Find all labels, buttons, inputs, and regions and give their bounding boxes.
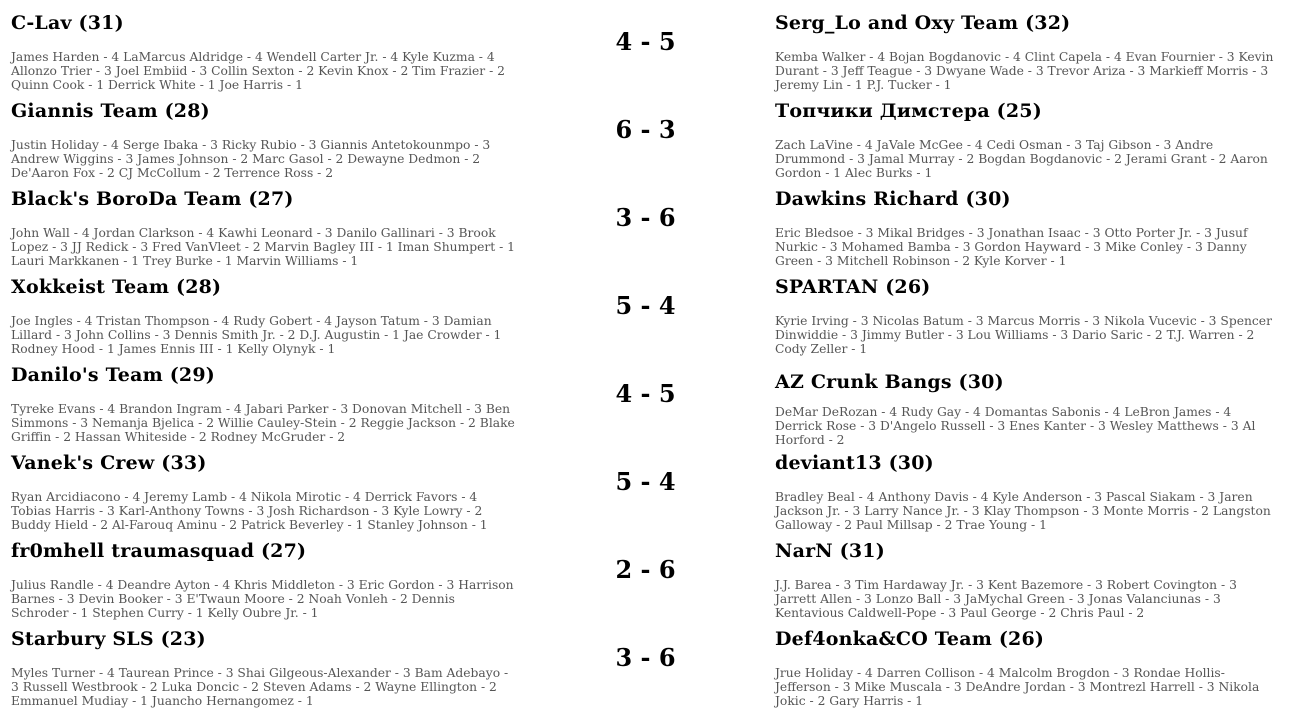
team-name: Starbury SLS (23) xyxy=(11,628,206,650)
team-name: Giannis Team (28) xyxy=(11,100,210,122)
team-roster: Justin Holiday - 4 Serge Ibaka - 3 Ricky Rubio - 3 Giannis Antetokounmpo - 3 Andrew Wiggins - 3 James Johnson - 2 Marc Gasol - 2 Dewayne Dedmon - 2 De'Aaron Fox - 2 CJ McCollum - 2 Terrence Ross - 2 xyxy=(11,138,491,180)
team-name: AZ Crunk Bangs (30) xyxy=(775,371,1004,393)
matchup-row xyxy=(0,274,1291,362)
team-name: Vanek's Crew (33) xyxy=(11,452,207,474)
team-name: Топчики Димстера (25) xyxy=(775,100,1042,122)
matchup-row xyxy=(0,10,1291,98)
team-name: C-Lav (31) xyxy=(11,12,124,34)
team-roster: Jrue Holiday - 4 Darren Collison - 4 Malcolm Brogdon - 3 Rondae Hollis-Jefferson - 3 Mike Muscala - 3 DeAndre Jordan - 3 Montrezl Harrell - 3 Nikola Jokic - 2 Gary Harris - 1 xyxy=(775,666,1260,708)
team-left xyxy=(11,10,516,92)
team-roster: Julius Randle - 4 Deandre Ayton - 4 Khris Middleton - 3 Eric Gordon - 3 Harrison Barnes - 3 Devin Booker - 3 E'Twaun Moore - 2 Noah Vonleh - 2 Dennis Schroder - 1 Stephen Curry - 1 Kelly Oubre Jr. - 1 xyxy=(11,578,514,620)
team-left xyxy=(11,98,516,180)
matchup-row xyxy=(0,450,1291,538)
matchup-row xyxy=(0,186,1291,274)
team-roster: Bradley Beal - 4 Anthony Davis - 4 Kyle Anderson - 3 Pascal Siakam - 3 Jaren Jackson Jr. - 3 Larry Nance Jr. - 3 Klay Thompson - 3 Monte Morris - 2 Langston Galloway - 2 Paul Millsap - 2 Trae Young - 1 xyxy=(775,490,1271,532)
matchup-row xyxy=(0,538,1291,626)
team-roster: Ryan Arcidiacono - 4 Jeremy Lamb - 4 Nikola Mirotic - 4 Derrick Favors - 4 Tobias Harris - 3 Karl-Anthony Towns - 3 Josh Richardson - 3 Kyle Lowry - 2 Buddy Hield - 2 Al-Farouq Aminu - 2 Patrick Beverley - 1 Stanley Johnson - 1 xyxy=(11,490,488,532)
team-roster: Joe Ingles - 4 Tristan Thompson - 4 Rudy Gobert - 4 Jayson Tatum - 3 Damian Lillard - 3 John Collins - 3 Dennis Smith Jr. - 2 D.J. Augustin - 1 Jae Crowder - 1 Rodney Hood - 1 James Ennis III - 1 Kelly Olynyk - 1 xyxy=(11,314,502,356)
team-roster: Kemba Walker - 4 Bojan Bogdanovic - 4 Clint Capela - 4 Evan Fournier - 3 Kevin Durant - 3 Jeff Teague - 3 Dwyane Wade - 3 Trevor Ariza - 3 Markieff Morris - 3 Jeremy Lin - 1 P.J. Tucker - 1 xyxy=(775,50,1274,92)
match-score: 3 - 6 xyxy=(615,643,676,672)
team-name: Danilo's Team (29) xyxy=(11,364,215,386)
match-score: 2 - 6 xyxy=(615,555,676,584)
team-name: Xokkeist Team (28) xyxy=(11,276,222,298)
team-right xyxy=(775,98,1280,180)
match-score: 6 - 3 xyxy=(615,115,676,144)
team-name: NarN (31) xyxy=(775,540,885,562)
match-score: 5 - 4 xyxy=(615,291,676,320)
team-roster: DeMar DeRozan - 4 Rudy Gay - 4 Domantas Sabonis - 4 LeBron James - 4 Derrick Rose - 3 D'Angelo Russell - 3 Enes Kanter - 3 Wesley Matthews - 3 Al Horford - 2 xyxy=(775,405,1256,447)
team-name: Black's BoroDa Team (27) xyxy=(11,188,294,210)
team-roster: Kyrie Irving - 3 Nicolas Batum - 3 Marcus Morris - 3 Nikola Vucevic - 3 Spencer Dinwiddie - 3 Jimmy Butler - 3 Lou Williams - 3 Dario Saric - 2 T.J. Warren - 2 Cody Zeller - 1 xyxy=(775,314,1272,356)
team-left xyxy=(11,362,516,444)
team-name: fr0mhell traumasquad (27) xyxy=(11,540,307,562)
team-right xyxy=(775,626,1280,708)
team-right xyxy=(775,274,1280,356)
team-left xyxy=(11,274,516,356)
team-name: Def4onka&CO Team (26) xyxy=(775,628,1045,650)
match-score: 3 - 6 xyxy=(615,203,676,232)
match-score: 5 - 4 xyxy=(615,467,676,496)
team-right xyxy=(775,369,1280,447)
team-name: Serg_Lo and Oxy Team (32) xyxy=(775,12,1071,34)
matchup-row xyxy=(0,626,1291,714)
team-name: Dawkins Richard (30) xyxy=(775,188,1011,210)
team-right xyxy=(775,186,1280,268)
matchup-row xyxy=(0,98,1291,186)
team-roster: Myles Turner - 4 Taurean Prince - 3 Shai Gilgeous-Alexander - 3 Bam Adebayo - 3 Russell Westbrook - 2 Luka Doncic - 2 Steven Adams - 2 Wayne Ellington - 2 Emmanuel Mudiay - 1 Juancho Hernangomez - 1 xyxy=(11,666,509,708)
team-name: SPARTAN (26) xyxy=(775,276,931,298)
matchup-row xyxy=(0,362,1291,450)
team-roster: John Wall - 4 Jordan Clarkson - 4 Kawhi Leonard - 3 Danilo Gallinari - 3 Brook Lopez - 3 JJ Redick - 3 Fred VanVleet - 2 Marvin Bagley III - 1 Iman Shumpert - 1 Lauri Markkanen - 1 Trey Burke - 1 Marvin Williams - 1 xyxy=(11,226,515,268)
team-right xyxy=(775,10,1280,92)
team-roster: Zach LaVine - 4 JaVale McGee - 4 Cedi Osman - 3 Taj Gibson - 3 Andre Drummond - 3 Jamal Murray - 2 Bogdan Bogdanovic - 2 Jerami Grant - 2 Aaron Gordon - 1 Alec Burks - 1 xyxy=(775,138,1268,180)
team-left xyxy=(11,626,516,708)
team-left xyxy=(11,450,516,532)
team-right xyxy=(775,538,1280,620)
team-name: deviant13 (30) xyxy=(775,452,934,474)
match-score: 4 - 5 xyxy=(615,379,676,408)
team-roster: Tyreke Evans - 4 Brandon Ingram - 4 Jabari Parker - 3 Donovan Mitchell - 3 Ben Simmons - 3 Nemanja Bjelica - 2 Willie Cauley-Stein - 2 Reggie Jackson - 2 Blake Griffin - 2 Hassan Whiteside - 2 Rodney McGruder - 2 xyxy=(11,402,515,444)
team-roster: Eric Bledsoe - 3 Mikal Bridges - 3 Jonathan Isaac - 3 Otto Porter Jr. - 3 Jusuf Nurkic - 3 Mohamed Bamba - 3 Gordon Hayward - 3 Mike Conley - 3 Danny Green - 3 Mitchell Robinson - 2 Kyle Korver - 1 xyxy=(775,226,1248,268)
match-score: 4 - 5 xyxy=(615,27,676,56)
matchups-list xyxy=(0,10,1291,714)
team-left xyxy=(11,186,516,268)
team-left xyxy=(11,538,516,620)
team-roster: James Harden - 4 LaMarcus Aldridge - 4 Wendell Carter Jr. - 4 Kyle Kuzma - 4 Allonzo Trier - 3 Joel Embiid - 3 Collin Sexton - 2 Kevin Knox - 2 Tim Frazier - 2 Quinn Cook - 1 Derrick White - 1 Joe Harris - 1 xyxy=(11,50,505,92)
team-roster: J.J. Barea - 3 Tim Hardaway Jr. - 3 Kent Bazemore - 3 Robert Covington - 3 Jarrett Allen - 3 Lonzo Ball - 3 JaMychal Green - 3 Jonas Valanciunas - 3 Kentavious Caldwell-Pope - 3 Paul George - 2 Chris Paul - 2 xyxy=(775,578,1237,620)
team-right xyxy=(775,450,1280,532)
